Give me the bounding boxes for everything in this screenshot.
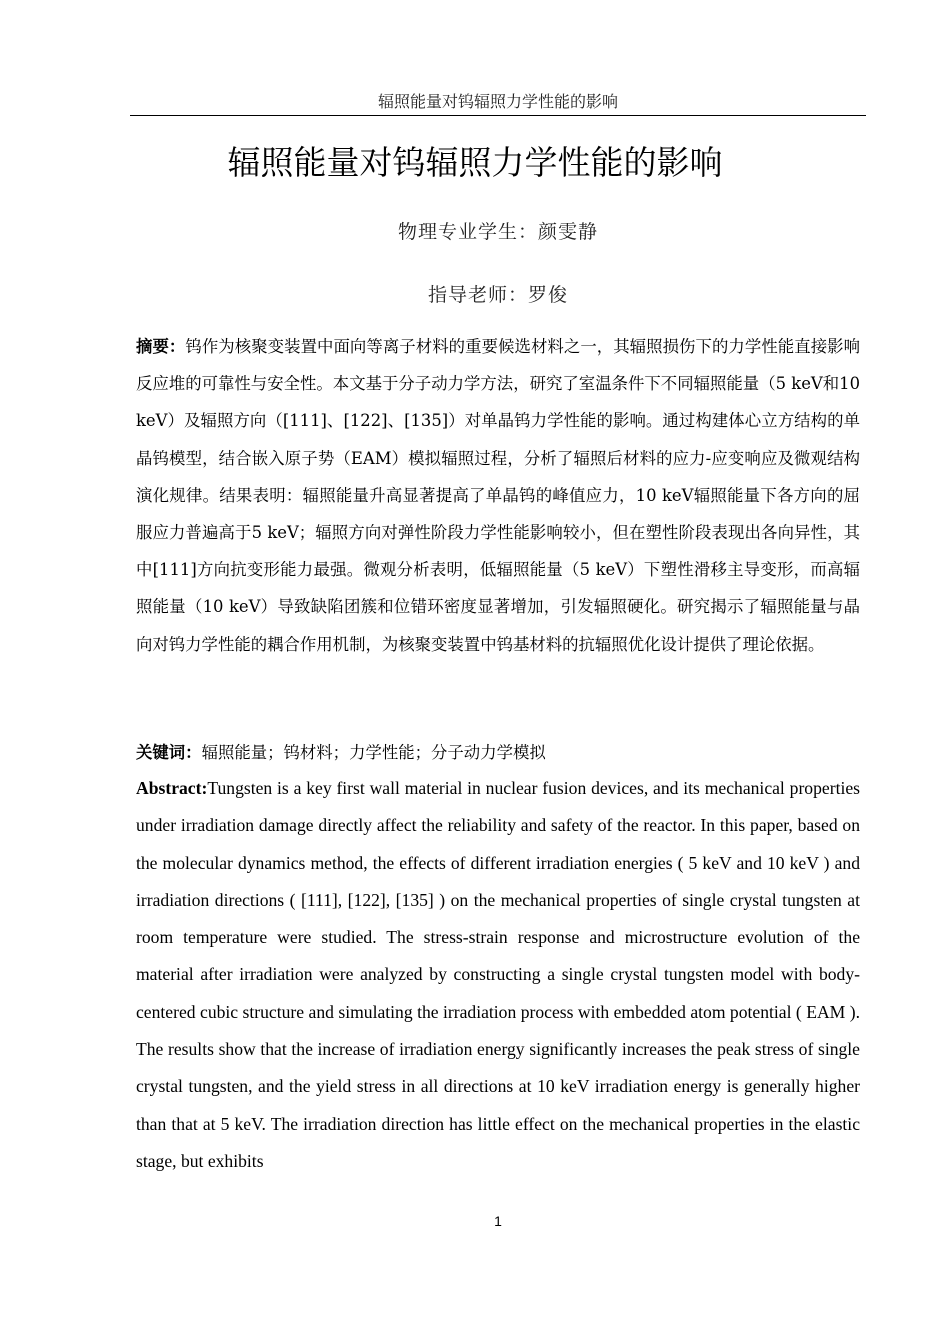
keywords-text: 辐照能量；钨材料；力学性能；分子动力学模拟 (201, 743, 546, 762)
keywords-label: 关键词： (136, 743, 202, 762)
author-line: 物理专业学生：颜雯静 (397, 221, 598, 243)
english-abstract-label: Abstract: (136, 778, 208, 798)
advisor-line: 指导老师：罗俊 (427, 284, 568, 306)
chinese-abstract-label: 摘要： (136, 337, 186, 356)
header-rule (130, 115, 866, 116)
running-header: 辐照能量对钨辐照力学性能的影响 (377, 92, 618, 111)
page-number: 1 (494, 1213, 502, 1229)
keywords (136, 736, 860, 770)
page-title: 辐照能量对钨辐照力学性能的影响 (227, 143, 723, 182)
english-abstract-text: Tungsten is a key first wall material in nuclear fusion devices, and its mechanical properties under irradiation damage directly affect the reliability and safety of the reactor. In this paper, based on the molecular dynamics method, the effects of different irradiation energies ( 5 keV and 10 keV ) and irradiation directions ( [111], [122], [135] ) on the mechanical properties of single crystal tungsten at room temperature were studied. The stress-strain response and microstructure evolution of the material after irradiation were analyzed by constructing a single crystal tungsten model with body-centered cubic structure and simulating the irradiation process with embedded atom potential ( EAM ). The results show that the increase of irradiation energy significantly increases the peak stress of single crystal tungsten, and the yield stress in all directions at 10 keV irradiation energy is generally higher than that at 5 keV. The irradiation direction has little effect on the mechanical properties in the elastic stage, but exhibits (136, 778, 860, 1171)
english-abstract (136, 770, 860, 1180)
chinese-abstract (136, 328, 860, 663)
chinese-abstract-text: 钨作为核聚变装置中面向等离子材料的重要候选材料之一，其辐照损伤下的力学性能直接影响反应堆的可靠性与安全性。本文基于分子动力学方法，研究了室温条件下不同辐照能量（5 keV和10 keV）及辐照方向（[111]、[122]、[135]）对单晶钨力学性能的影响。通过构建体心立方结构的单晶钨模型，结合嵌入原子势（EAM）模拟辐照过程，分析了辐照后材料的应力-应变响应及微观结构演化规律。结果表明：辐照能量升高显著提高了单晶钨的峰值应力，10 keV辐照能量下各方向的屈服应力普遍高于5 keV；辐照方向对弹性阶段力学性能影响较小，但在塑性阶段表现出各向异性，其中[111]方向抗变形能力最强。微观分析表明，低辐照能量（5 keV）下塑性滑移主导变形，而高辐照能量（10 keV）导致缺陷团簇和位错环密度显著增加，引发辐照硬化。研究揭示了辐照能量与晶向对钨力学性能的耦合作用机制，为核聚变装置中钨基材料的抗辐照优化设计提供了理论依据。 (136, 337, 861, 654)
